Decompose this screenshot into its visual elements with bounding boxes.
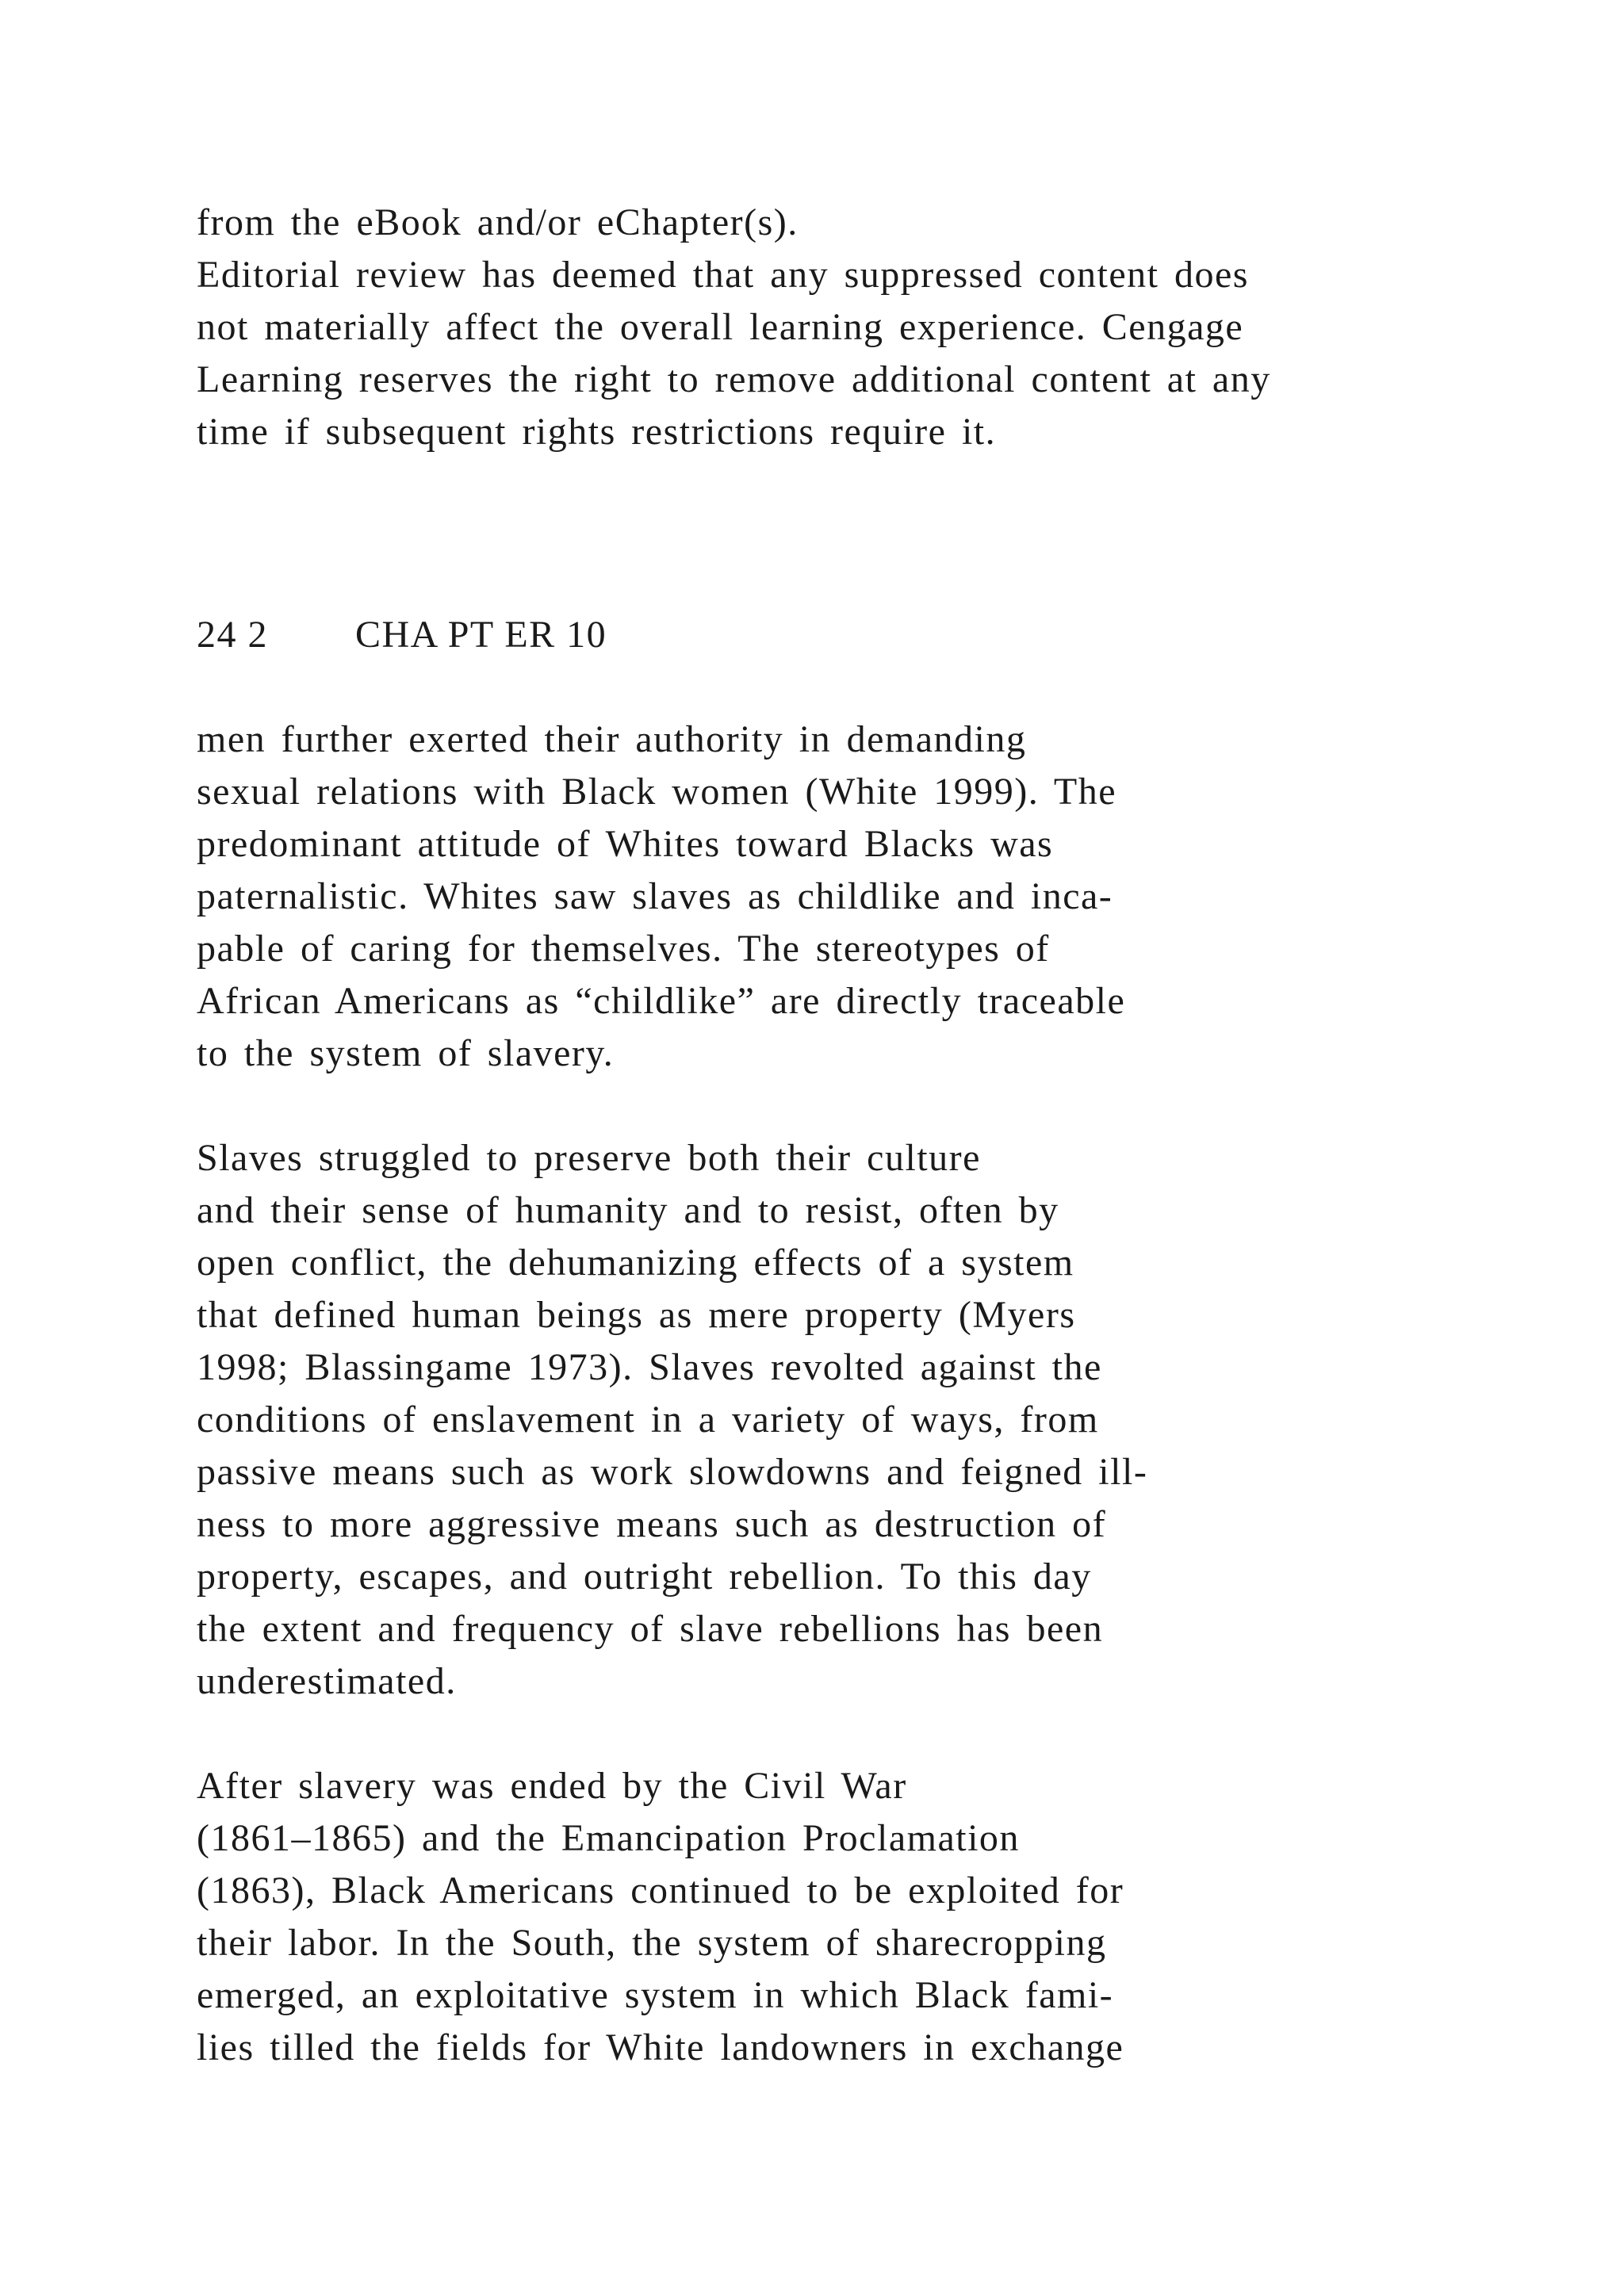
document-page — [197, 197, 1481, 2074]
paragraph-line: passive means such as work slowdowns and feigned ill- — [197, 1451, 1148, 1493]
paragraph-line: emerged, an exploitative system in which Black fami- — [197, 1974, 1114, 2016]
paragraph-line: predominant attitude of Whites toward Blacks was — [197, 823, 1054, 865]
paragraph-line: After slavery was ended by the Civil War — [197, 1765, 907, 1807]
paragraph-line: 1998; Blassingame 1973). Slaves revolted against the — [197, 1346, 1102, 1388]
chapter-label: CHA PT ER 10 — [355, 614, 607, 656]
paragraph-line: paternalistic. Whites saw slaves as childlike and inca- — [197, 875, 1113, 917]
body-paragraph — [197, 1760, 1481, 2074]
rights-notice-line: Editorial review has deemed that any suppressed content does — [197, 254, 1249, 296]
paragraph-line: conditions of enslavement in a variety of ways, from — [197, 1399, 1099, 1441]
paragraph-line: African Americans as “childlike” are directly traceable — [197, 980, 1126, 1022]
rights-notice-line: not materially affect the overall learning experience. Cengage — [197, 306, 1244, 348]
paragraph-line: their labor. In the South, the system of sharecropping — [197, 1922, 1107, 1964]
rights-notice — [197, 197, 1481, 458]
paragraph-line: the extent and frequency of slave rebellions has been — [197, 1608, 1104, 1650]
paragraph-line: sexual relations with Black women (White 1999). The — [197, 771, 1117, 813]
paragraph-line: open conflict, the dehumanizing effects of a system — [197, 1242, 1074, 1284]
paragraph-line: underestimated. — [197, 1660, 457, 1702]
running-header — [197, 609, 1481, 661]
paragraph-line: pable of caring for themselves. The stereotypes of — [197, 928, 1050, 970]
page-number: 24 2 — [197, 614, 268, 656]
paragraph-line: that defined human beings as mere property (Myers — [197, 1294, 1076, 1336]
body-paragraph — [197, 1132, 1481, 1708]
paragraph-line: men further exerted their authority in demanding — [197, 718, 1027, 760]
body-paragraph — [197, 714, 1481, 1080]
paragraph-line: to the system of slavery. — [197, 1032, 615, 1074]
paragraph-line: ness to more aggressive means such as destruction of — [197, 1503, 1107, 1545]
paragraph-line: and their sense of humanity and to resist, often by — [197, 1189, 1059, 1231]
paragraph-line: (1863), Black Americans continued to be exploited for — [197, 1869, 1124, 1911]
rights-notice-line: Learning reserves the right to remove additional content at any — [197, 358, 1271, 400]
rights-notice-line: from the eBook and/or eChapter(s). — [197, 201, 799, 243]
paragraph-line: (1861–1865) and the Emancipation Proclamation — [197, 1817, 1020, 1859]
paragraph-line: property, escapes, and outright rebellion. To this day — [197, 1556, 1092, 1598]
paragraph-line: lies tilled the fields for White landowners in exchange — [197, 2026, 1124, 2068]
rights-notice-line: time if subsequent rights restrictions require it. — [197, 411, 997, 453]
paragraph-line: Slaves struggled to preserve both their culture — [197, 1137, 981, 1179]
